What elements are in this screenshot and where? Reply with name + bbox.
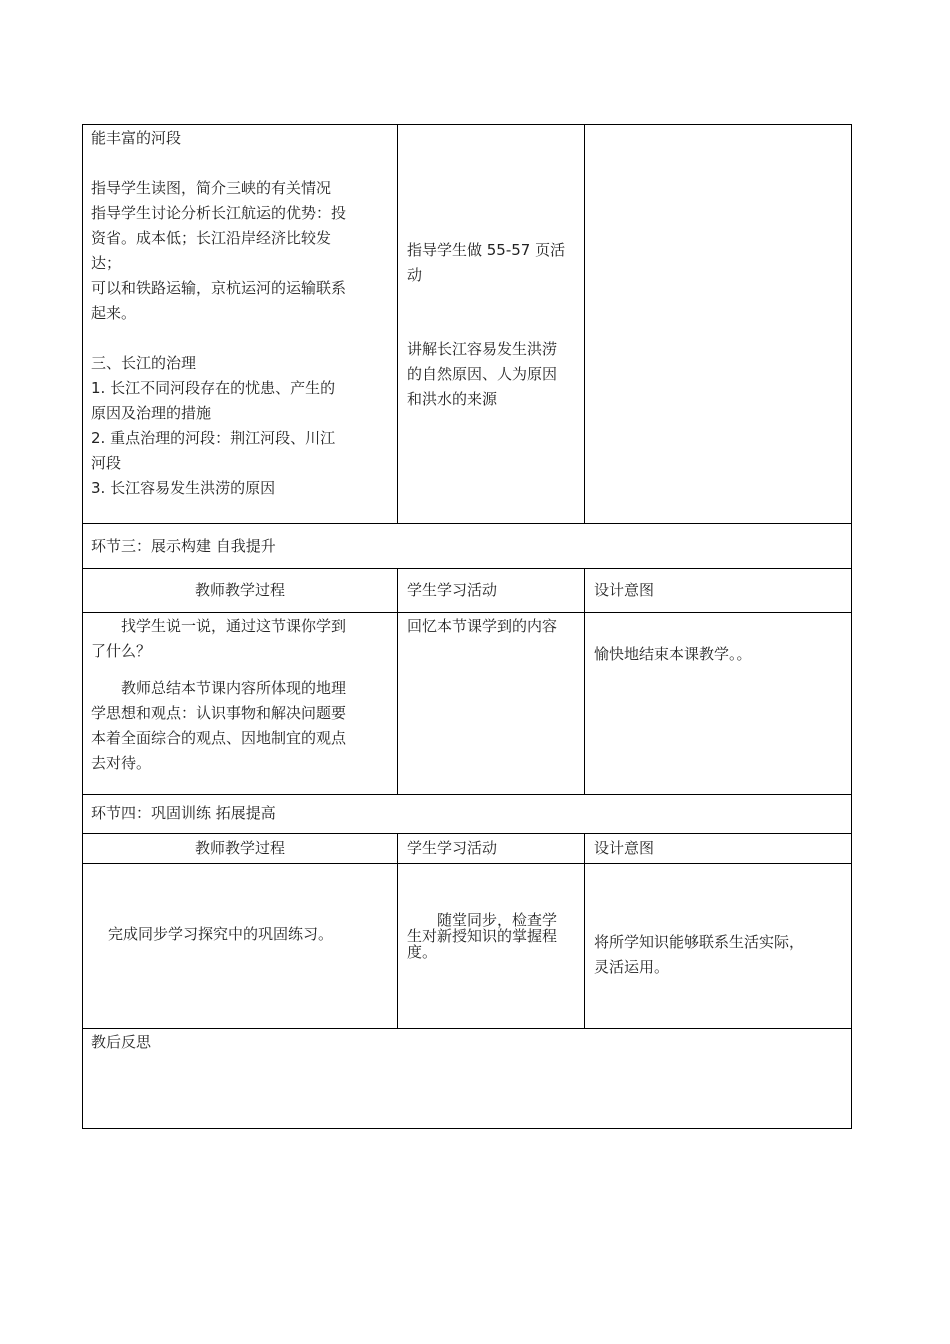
text-line: 的自然原因、人为原因: [407, 365, 558, 383]
column-divider: [584, 568, 585, 795]
column-header: 学生学习活动: [407, 839, 498, 857]
student-activity-cell: [407, 337, 579, 412]
row-divider: [82, 863, 852, 864]
row-divider: [82, 794, 852, 795]
column-header: 教师教学过程: [194, 839, 285, 857]
row-divider: [82, 523, 852, 524]
student-activity-cell: 回忆本节课学到的内容: [407, 617, 558, 635]
text-line: 和洪水的来源: [407, 390, 498, 408]
text-line: 找学生说一说，通过这节课你学到: [121, 617, 347, 635]
text-line: 2. 重点治理的河段：荆江河段、川江: [91, 429, 336, 447]
student-activity-cell: [407, 912, 579, 960]
text-line: 本着全面综合的观点、因地制宜的观点: [91, 729, 347, 747]
column-header: 学生学习活动: [407, 581, 498, 599]
text-line: 3. 长江容易发生洪涝的原因: [91, 479, 276, 497]
text-line: 随堂同步，检查学: [437, 911, 558, 929]
table-border-right: [851, 124, 852, 1129]
section-title: 环节四：巩固训练 拓展提高: [91, 804, 276, 822]
column-header: 设计意图: [594, 581, 655, 599]
text-line: 讲解长江容易发生洪涝: [407, 340, 558, 358]
row-divider: [82, 1028, 852, 1029]
text-line: 指导学生讨论分析长江航运的优势：投: [91, 204, 347, 222]
design-intent-cell: 愉快地结束本课教学。。: [594, 645, 752, 663]
text-line: 去对待。: [91, 754, 152, 772]
table-border-top: [82, 124, 852, 125]
design-intent-cell: [594, 930, 844, 980]
column-divider: [397, 568, 398, 795]
text-line: 了什么？: [91, 642, 152, 660]
text-line: 灵活运用。: [594, 958, 670, 976]
table-border-left: [82, 124, 83, 1129]
column-divider: [397, 833, 398, 1029]
text-line: 达；: [91, 254, 122, 272]
column-divider: [584, 124, 585, 524]
teacher-process-cell: [91, 126, 391, 501]
student-activity-cell: [407, 238, 579, 288]
row-divider: [82, 612, 852, 613]
column-header: 设计意图: [594, 839, 655, 857]
text-line: 可以和铁路运输，京杭运河的运输联系: [91, 279, 347, 297]
text-line: 教师总结本节课内容所体现的地理: [121, 679, 347, 697]
column-header: 教师教学过程: [194, 581, 285, 599]
section-title: 环节三：展示构建 自我提升: [91, 537, 276, 555]
text-line: 将所学知识能够联系生活实际，: [594, 933, 805, 951]
text-line: 河段: [91, 454, 122, 472]
text-line: 动: [407, 266, 423, 284]
text-line: 1. 长江不同河段存在的忧患、产生的: [91, 379, 336, 397]
row-divider: [82, 833, 852, 834]
text-line: 能丰富的河段: [91, 129, 182, 147]
column-divider: [584, 833, 585, 1029]
text-line: 资省。成本低；长江沿岸经济比较发: [91, 229, 332, 247]
reflection-title: 教后反思: [91, 1033, 152, 1051]
table-border-bottom: [82, 1128, 852, 1129]
text-line: 原因及治理的措施: [91, 404, 212, 422]
text-line: 度。: [407, 943, 438, 961]
text-line: 三、长江的治理: [91, 354, 197, 372]
teacher-process-cell: [91, 614, 391, 776]
text-line: 指导学生读图，简介三峡的有关情况: [91, 179, 332, 197]
text-line: 学思想和观点：认识事物和解决问题要: [91, 704, 347, 722]
row-divider: [82, 568, 852, 569]
column-divider: [397, 124, 398, 524]
text-line: 生对新授知识的掌握程: [407, 927, 558, 945]
text-line: 指导学生做 55-57 页活: [407, 241, 566, 259]
text-line: 起来。: [91, 304, 137, 322]
teacher-process-cell: 完成同步学习探究中的巩固练习。: [108, 925, 334, 943]
